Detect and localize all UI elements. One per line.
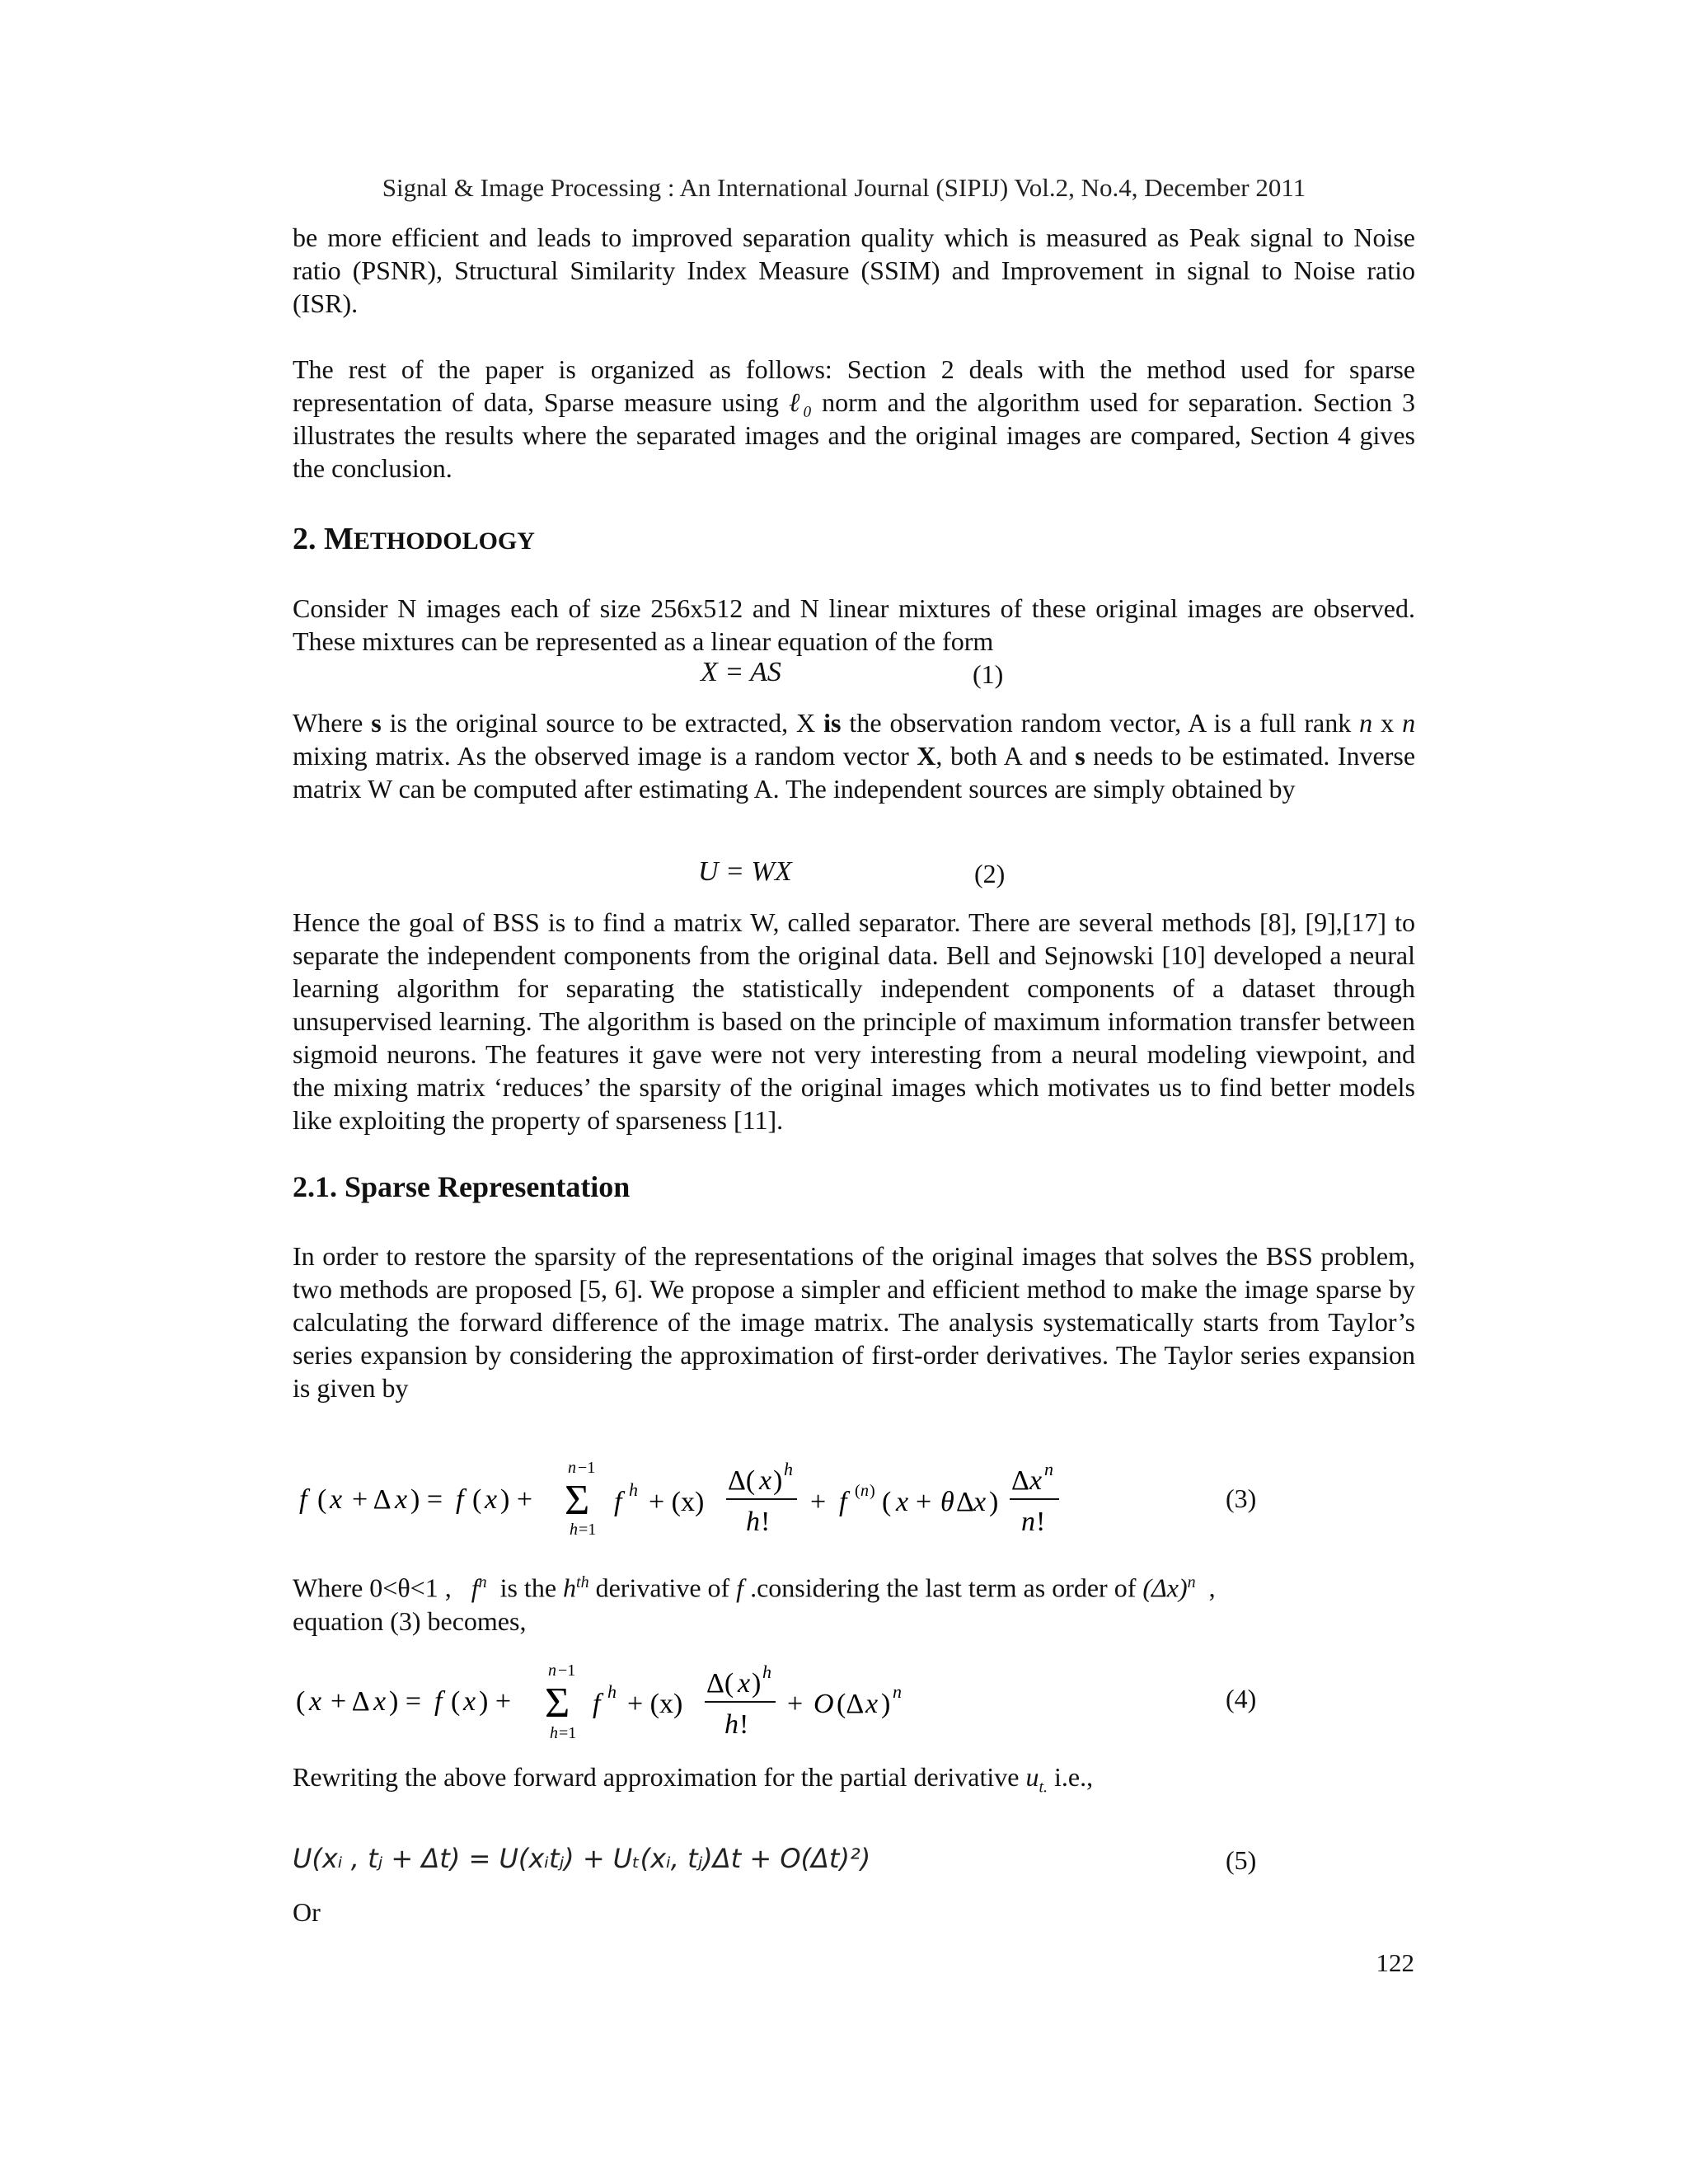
svg-text:f: f	[839, 1487, 847, 1517]
equation-1-number: (1)	[973, 659, 1004, 689]
equation-4-formula	[293, 1652, 1117, 1751]
intro-paragraph-2	[293, 353, 1415, 485]
p2-text-b: is the original source to be extracted, X	[389, 708, 816, 738]
p2-x: x	[1381, 708, 1395, 738]
svg-text:x: x	[373, 1686, 387, 1717]
svg-text:+: +	[787, 1689, 804, 1719]
subsection-heading-sparse-representation: 2.1. Sparse Representation	[293, 1170, 631, 1203]
svg-text:f: f	[299, 1484, 307, 1515]
svg-text:(: (	[451, 1686, 461, 1717]
u-subscript: t.	[1039, 1778, 1048, 1797]
svg-text:n: n	[568, 1459, 576, 1477]
f-n-superscript: n	[478, 1573, 487, 1591]
svg-text:=1: =1	[579, 1521, 597, 1539]
or-text: Or	[293, 1897, 321, 1927]
svg-text:f: f	[614, 1487, 622, 1517]
intro-p2-text-a: The rest of the paper is organized as follows: Section 2 deals with the method used for sparse representation of data, Sparse measure using	[293, 354, 1415, 417]
p2-s2-bold: s	[1075, 741, 1085, 771]
svg-text:n: n	[548, 1661, 556, 1680]
svg-text:Δ(: Δ(	[706, 1668, 734, 1699]
p-where-theta: Where 0<θ<1 ,	[293, 1572, 452, 1603]
svg-text:) +: ) +	[479, 1686, 511, 1717]
svg-text:O: O	[814, 1689, 834, 1719]
p-derivative-of: derivative of	[595, 1572, 730, 1603]
p-equation-3-becomes: equation (3) becomes,	[293, 1605, 527, 1636]
svg-text:+ (x): + (x)	[649, 1487, 705, 1517]
running-head: Signal & Image Processing : An International Journal (SIPIJ) Vol.2, No.4, December 2011	[382, 173, 1306, 202]
p2-n-italic-1: n	[1359, 708, 1373, 738]
svg-text:+: +	[916, 1487, 932, 1517]
svg-text:h: h	[570, 1521, 578, 1539]
p-is-the: is the	[499, 1572, 557, 1603]
svg-text:−1: −1	[578, 1459, 596, 1477]
f-n-symbol: f	[471, 1572, 479, 1603]
svg-text:) =: ) =	[389, 1686, 421, 1717]
svg-text:h: h	[629, 1479, 638, 1500]
svg-text:+: +	[810, 1487, 827, 1517]
svg-text:n: n	[1021, 1507, 1035, 1537]
svg-text:(: (	[882, 1487, 892, 1517]
svg-text:(: (	[317, 1484, 327, 1515]
svg-text:x: x	[973, 1487, 987, 1517]
svg-text:x: x	[896, 1487, 909, 1517]
svg-text:n: n	[893, 1681, 902, 1702]
svg-text:) +: ) +	[500, 1484, 532, 1515]
sparse-paragraph-1: In order to restore the sparsity of the representations of the original images that solves the BSS problem, two methods are proposed [5, 6]. We propose a simpler and efficient method to make the image sparse by calculating the forward difference of the image matrix. The analysis systematically starts from Taylor’s series expansion by considering the approximation of first-order derivatives. The Taylor series expansion is given by	[293, 1241, 1415, 1403]
svg-text:h: h	[550, 1724, 558, 1742]
p-comma: ,	[1208, 1572, 1216, 1603]
p3-text-a: Rewriting the above forward approximation for the partial derivative	[293, 1762, 1020, 1792]
svg-text:): )	[989, 1487, 999, 1517]
equation-3-number: (3)	[1226, 1483, 1257, 1513]
p2-text-e: , both A and	[935, 741, 1067, 771]
svg-text:x: x	[485, 1484, 498, 1515]
svg-text:x: x	[738, 1668, 751, 1699]
svg-text:x: x	[865, 1689, 879, 1719]
methodology-paragraph-3: Hence the goal of BSS is to find a matrix W, called separator. There are several methods [8], [9],[17] to separate the independent components from the original data. Bell and Sejnowski [10] developed a neural learning algorithm for separating the statistically independent components of a dataset through unsupervised learning. The algorithm is based on the principle of maximum information transfer between sigmoid neurons. The features it gave were not very interesting from a neural modeling viewpoint, and the mixing matrix ‘reduces’ the sparsity of the original images which motivates us to find better models like exploiting the property of sparseness [11].	[293, 907, 1415, 1135]
svg-text:Δ: Δ	[1011, 1465, 1029, 1496]
page-number: 122	[1376, 1948, 1414, 1977]
svg-text:f: f	[434, 1686, 443, 1717]
intro-paragraph-1: be more efficient and leads to improved separation quality which is measured as Peak signal to Noise ratio (PSNR), Structural Similarity Index Measure (SSIM) and Improvement in signal to Noise ratio (ISR).	[293, 223, 1415, 318]
svg-text:h: h	[762, 1661, 771, 1682]
p2-text-a: Where	[293, 708, 363, 738]
p2-n-italic-2: n	[1402, 708, 1416, 738]
svg-text:x: x	[395, 1484, 408, 1515]
l0-norm-symbol: ℓ₀	[788, 387, 813, 417]
order-superscript: n	[1187, 1573, 1196, 1591]
sparse-paragraph-2	[293, 1566, 1415, 1638]
p2-text-c: the observation random vector, A is a full rank	[849, 708, 1352, 738]
svg-text:h: h	[724, 1709, 738, 1740]
svg-text:x: x	[759, 1465, 772, 1496]
methodology-paragraph-1: Consider N images each of size 256x512 and N linear mixtures of these original images are observed. These mixtures can be represented as a linear equation of the form	[293, 593, 1415, 656]
svg-text:f: f	[456, 1484, 464, 1515]
equation-1: X = AS	[701, 657, 781, 687]
svg-text:Σ: Σ	[545, 1680, 570, 1727]
p2-text-d: mixing matrix. As the observed image is a random vector	[293, 741, 909, 771]
u-symbol: u	[1025, 1762, 1039, 1792]
svg-text:+ Δ: + Δ	[331, 1686, 370, 1717]
section-title-rest: ETHODOLOGY	[353, 527, 535, 555]
svg-text:f: f	[593, 1689, 601, 1719]
svg-text:Δ: Δ	[956, 1487, 974, 1517]
p2-X-bold: X	[917, 741, 936, 771]
equation-3-formula	[293, 1446, 1117, 1545]
section-number: 2.	[293, 522, 316, 556]
svg-text:+ Δ: + Δ	[352, 1484, 392, 1515]
svg-text:−1: −1	[558, 1661, 576, 1680]
th-superscript: th	[576, 1573, 589, 1591]
svg-text:n: n	[860, 1482, 869, 1500]
svg-text:) =: ) =	[410, 1484, 443, 1515]
svg-text:(: (	[472, 1484, 482, 1515]
svg-text:h: h	[607, 1681, 617, 1702]
order-term: (Δx)	[1142, 1572, 1188, 1603]
svg-text:(Δ: (Δ	[837, 1689, 865, 1719]
p-considering: .considering the last term as order of	[750, 1572, 1137, 1603]
section-title-first-letter: M	[324, 522, 354, 556]
sparse-paragraph-3	[293, 1760, 1415, 1803]
svg-text:x: x	[1029, 1465, 1043, 1496]
equation-4	[293, 1652, 1117, 1751]
svg-text:!: !	[1036, 1507, 1046, 1537]
svg-text:x: x	[309, 1686, 322, 1717]
h-symbol: h	[563, 1572, 577, 1603]
svg-text:Δ(: Δ(	[728, 1465, 756, 1496]
section-heading-methodology	[293, 521, 535, 557]
equation-5-number: (5)	[1226, 1845, 1257, 1875]
intro-p2-text-b: norm and the algorithm used for separation. Section 3 illustrates the results where the separated images and the original images are compared, Section 4 gives the conclusion.	[293, 387, 1416, 483]
svg-text:x: x	[330, 1484, 343, 1515]
svg-text:x: x	[463, 1686, 476, 1717]
p2-text-f: needs to be estimated. Inverse matrix W can be computed after estimating A. The independent sources are simply obtained by	[293, 741, 1416, 804]
svg-text:Σ: Σ	[565, 1477, 590, 1524]
svg-text:!: !	[739, 1709, 749, 1740]
p2-s-bold: s	[371, 708, 382, 738]
svg-text:): )	[752, 1668, 762, 1699]
svg-text:!: !	[761, 1507, 771, 1537]
methodology-paragraph-2	[293, 706, 1415, 805]
equation-4-number: (4)	[1226, 1684, 1257, 1713]
p3-text-b: i.e.,	[1054, 1762, 1094, 1792]
p2-is-bold: is	[823, 708, 842, 738]
equation-2-number: (2)	[974, 859, 1006, 888]
svg-text:h: h	[746, 1507, 760, 1537]
svg-text:): )	[773, 1465, 783, 1496]
equation-2: U = WX	[698, 856, 792, 887]
equation-5: U(xᵢ , tⱼ + Δt) = U(xᵢtⱼ) + Uₜ(xᵢ, tⱼ)Δt + O(Δt)²)	[293, 1843, 871, 1874]
equation-3	[293, 1446, 1117, 1545]
svg-text:(: (	[855, 1482, 860, 1500]
svg-text:h: h	[784, 1459, 793, 1479]
f-symbol: f	[736, 1572, 744, 1603]
svg-text:+ (x): + (x)	[627, 1689, 683, 1719]
svg-text:): )	[881, 1689, 891, 1719]
svg-text:=1: =1	[559, 1724, 577, 1742]
svg-text:n: n	[1044, 1459, 1053, 1479]
svg-text:θ: θ	[940, 1487, 954, 1517]
svg-text:(: (	[296, 1686, 306, 1717]
svg-text:): )	[870, 1482, 875, 1500]
